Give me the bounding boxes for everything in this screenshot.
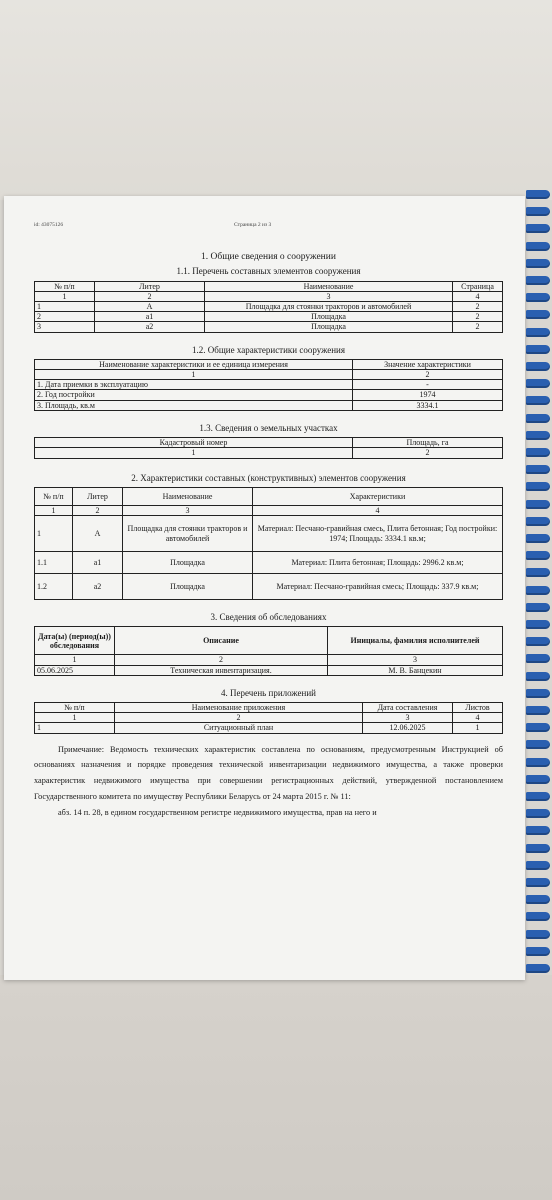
binding-ring <box>526 809 550 818</box>
table-row <box>35 312 503 322</box>
table-row <box>35 400 503 410</box>
characteristics-table <box>34 359 503 411</box>
cell: 1.2 <box>35 574 73 600</box>
binding-ring <box>526 310 550 319</box>
section3-title: 3. Сведения об обследованиях <box>210 612 327 623</box>
column-number: 1 <box>35 448 353 458</box>
land-plots-table <box>34 437 503 458</box>
table-header-row <box>35 627 503 655</box>
cell: 2. Год постройки <box>35 390 353 400</box>
binding-ring <box>526 912 550 921</box>
section4-title: 4. Перечень приложений <box>221 687 316 698</box>
cell: Техническая инвентаризация. <box>115 665 328 675</box>
binding-ring <box>526 207 550 216</box>
column-number-row <box>35 713 503 723</box>
cell: 3 <box>35 322 95 332</box>
cell: Материал: Плита бетонная; Площадь: 2996.2 кв.м; <box>253 552 503 574</box>
binding-ring <box>526 964 550 973</box>
binding-ring <box>526 396 550 405</box>
column-header: Наименование приложения <box>115 703 363 713</box>
binding-ring <box>526 362 550 371</box>
cell: 1. Дата приемки в эксплуатацию <box>35 380 353 390</box>
column-header: Описание <box>115 627 328 655</box>
binding-ring <box>526 482 550 491</box>
binding-ring <box>526 672 550 681</box>
binding-ring <box>526 190 550 199</box>
cell: Площадка <box>205 322 453 332</box>
column-header: № п/п <box>35 487 73 505</box>
cell: А <box>95 301 205 311</box>
column-number: 2 <box>353 370 503 380</box>
cell: Материал: Песчано-гравийная смесь; Площадь: 337.9 кв.м; <box>253 574 503 600</box>
column-header: Площадь, га <box>353 438 503 448</box>
cell: Площадка <box>123 552 253 574</box>
column-number: 1 <box>35 713 115 723</box>
binding-ring <box>526 242 550 251</box>
cell: а2 <box>95 322 205 332</box>
binding-ring <box>526 534 550 543</box>
binding-ring <box>526 861 550 870</box>
cell: 1 <box>35 301 95 311</box>
column-header: Литер <box>73 487 123 505</box>
background-wall <box>0 0 552 200</box>
note-continuation: абз. 14 п. 28, в едином государственном регистре недвижимого имущества, прав на него и <box>58 807 377 817</box>
column-number: 4 <box>453 713 503 723</box>
binding-ring <box>526 775 550 784</box>
cell: 2 <box>453 301 503 311</box>
section2-title: 2. Характеристики составных (конструктивных) элементов сооружения <box>131 472 406 483</box>
binding-ring <box>526 500 550 509</box>
binding-ring <box>526 345 550 354</box>
column-number-row <box>35 505 503 515</box>
cell: Ситуационный план <box>115 723 363 733</box>
cell: 1 <box>35 516 73 552</box>
cell: 2 <box>453 312 503 322</box>
column-header: Характеристики <box>253 487 503 505</box>
table-row <box>35 301 503 311</box>
binding-ring <box>526 637 550 646</box>
binding-ring <box>526 947 550 956</box>
table-row <box>35 390 503 400</box>
column-header: Наименование характеристики и ее единица измерения <box>35 359 353 369</box>
column-number: 4 <box>453 291 503 301</box>
cell: Материал: Песчано-гравийная смесь, Плита бетонная; Год постройки: 1974; Площадь: 3334.1 кв.м; <box>253 516 503 552</box>
binding-ring <box>526 568 550 577</box>
binding-ring <box>526 826 550 835</box>
spiral-binding <box>526 190 552 990</box>
column-header: Литер <box>95 281 205 291</box>
cell: 1974 <box>353 390 503 400</box>
column-header: № п/п <box>35 703 115 713</box>
binding-ring <box>526 654 550 663</box>
column-header: Дата(ы) (период(ы)) обследования <box>35 627 115 655</box>
document-page <box>4 196 525 980</box>
cell: Площадка для стоянки тракторов и автомобилей <box>205 301 453 311</box>
column-number: 2 <box>115 713 363 723</box>
cell: 1 <box>453 723 503 733</box>
column-header: Страница <box>453 281 503 291</box>
table-header-row <box>35 703 503 713</box>
cell: - <box>353 380 503 390</box>
cell: 1.1 <box>35 552 73 574</box>
column-number-row <box>35 448 503 458</box>
background-table <box>0 975 552 1200</box>
cell: а1 <box>95 312 205 322</box>
binding-ring <box>526 431 550 440</box>
binding-ring <box>526 603 550 612</box>
cell: Площадка <box>205 312 453 322</box>
column-header: Наименование <box>205 281 453 291</box>
cell: а1 <box>73 552 123 574</box>
binding-ring <box>526 586 550 595</box>
column-number: 3 <box>363 713 453 723</box>
binding-ring <box>526 723 550 732</box>
binding-ring <box>526 878 550 887</box>
binding-ring <box>526 276 550 285</box>
column-number-row <box>35 291 503 301</box>
binding-ring <box>526 706 550 715</box>
document-id: id: 43075126 <box>34 222 64 228</box>
binding-ring <box>526 792 550 801</box>
column-header: № п/п <box>35 281 95 291</box>
binding-ring <box>526 620 550 629</box>
binding-ring <box>526 930 550 939</box>
binding-ring <box>526 844 550 853</box>
cell: 12.06.2025 <box>363 723 453 733</box>
column-number: 2 <box>95 291 205 301</box>
column-number: 2 <box>115 655 328 665</box>
table-header-row <box>35 487 503 505</box>
binding-ring <box>526 740 550 749</box>
binding-ring <box>526 414 550 423</box>
column-number: 2 <box>73 505 123 515</box>
inspections-table <box>34 626 503 675</box>
column-number: 3 <box>328 655 503 665</box>
column-header: Дата составления <box>363 703 453 713</box>
column-header: Значение характеристики <box>353 359 503 369</box>
binding-ring <box>526 293 550 302</box>
table-row <box>35 322 503 332</box>
cell: 05.06.2025 <box>35 665 115 675</box>
binding-ring <box>526 551 550 560</box>
section1-1-title: 1.1. Перечень составных элементов сооружения <box>176 266 361 277</box>
table-row <box>35 380 503 390</box>
table-row <box>35 574 503 600</box>
column-header: Кадастровый номер <box>35 438 353 448</box>
elements-table <box>34 281 503 333</box>
table-row <box>35 516 503 552</box>
cell: 3. Площадь, кв.м <box>35 400 353 410</box>
binding-ring <box>526 895 550 904</box>
cell: 1 <box>35 723 115 733</box>
page-number: Страница 2 из 3 <box>234 222 272 228</box>
column-number: 1 <box>35 655 115 665</box>
cell: 2 <box>453 322 503 332</box>
column-number: 1 <box>35 505 73 515</box>
binding-ring <box>526 379 550 388</box>
cell: Площадка для стоянки тракторов и автомобилей <box>123 516 253 552</box>
column-header: Инициалы, фамилия исполнителей <box>328 627 503 655</box>
table-row <box>35 723 503 733</box>
column-number: 1 <box>35 291 95 301</box>
section1-title: 1. Общие сведения о сооружении <box>201 252 336 263</box>
cell: Площадка <box>123 574 253 600</box>
binding-ring <box>526 328 550 337</box>
column-number: 2 <box>353 448 503 458</box>
section1-3-title: 1.3. Сведения о земельных участках <box>199 422 338 433</box>
table-row <box>35 552 503 574</box>
binding-ring <box>526 465 550 474</box>
binding-ring <box>526 689 550 698</box>
binding-ring <box>526 224 550 233</box>
binding-ring <box>526 517 550 526</box>
binding-ring <box>526 259 550 268</box>
column-number: 3 <box>205 291 453 301</box>
cell: 3334.1 <box>353 400 503 410</box>
structural-elements-table <box>34 487 503 600</box>
cell: 2 <box>35 312 95 322</box>
page-header <box>34 222 503 228</box>
column-number-row <box>35 370 503 380</box>
binding-ring <box>526 758 550 767</box>
column-number: 1 <box>35 370 353 380</box>
attachments-table <box>34 702 503 734</box>
column-number-row <box>35 655 503 665</box>
table-row <box>35 665 503 675</box>
table-header-row <box>35 281 503 291</box>
table-header-row <box>35 359 503 369</box>
cell: А <box>73 516 123 552</box>
note-paragraph: Примечание: Ведомость технических характеристик составлена по основаниям, предусмотренным Инструкцией об основаниях назначения и порядке проведения технической инвентаризации недвижимого имущества, а также проверки характеристик недвижимого имущества при совершении регистрационных действий, утвержденной постановлением Государственного комитета по имуществу Республики Беларусь от 24 марта 2015 г. № 11: <box>34 744 503 801</box>
cell: а2 <box>73 574 123 600</box>
column-header: Листов <box>453 703 503 713</box>
column-number: 3 <box>123 505 253 515</box>
column-number: 4 <box>253 505 503 515</box>
section1-2-title: 1.2. Общие характеристики сооружения <box>192 344 345 355</box>
column-header: Наименование <box>123 487 253 505</box>
cell: М. В. Банцекин <box>328 665 503 675</box>
binding-ring <box>526 448 550 457</box>
table-header-row <box>35 438 503 448</box>
